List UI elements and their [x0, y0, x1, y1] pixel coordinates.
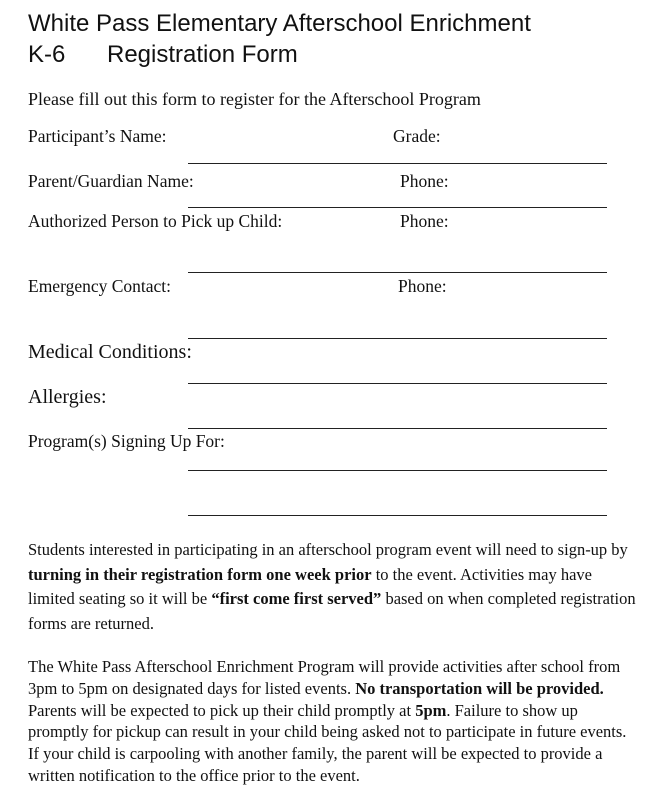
emergency-line[interactable] [188, 338, 607, 339]
bold-text: No transportation will be provided. [355, 678, 604, 698]
bold-text: turning in their registration form one week prior [28, 564, 372, 584]
parent-name-label: Parent/Guardian Name: [28, 171, 194, 191]
authorized-person-label: Authorized Person to Pick up Child: [28, 211, 283, 231]
grade-label: Grade: [393, 126, 441, 146]
programs-line-1[interactable] [188, 470, 607, 471]
medical-line[interactable] [188, 383, 607, 384]
parent-line[interactable] [188, 207, 607, 208]
form-title-line1: White Pass Elementary Afterschool Enrichment [28, 10, 531, 37]
allergies-line[interactable] [188, 428, 607, 429]
text-segment: based on when completed registration forms are returned. [28, 589, 636, 633]
emergency-contact-label: Emergency Contact: [28, 276, 172, 296]
text-segment: Students interested in participating in an afterschool program event will need to sign-up by [28, 540, 628, 559]
emergency-phone-label: Phone: [398, 276, 447, 296]
intro-text: Please fill out this form to register for the Afterschool Program [28, 89, 481, 109]
participant-name-label: Participant’s Name: [28, 126, 167, 146]
form-title-registration: Registration Form [107, 41, 298, 68]
bold-text: 5pm [415, 700, 447, 720]
signup-policy-paragraph [28, 538, 638, 636]
pickup-policy-paragraph [28, 656, 638, 787]
authorized-line[interactable] [188, 272, 607, 273]
form-title-grade: K-6 [28, 41, 66, 68]
allergies-label: Allergies: [28, 386, 107, 408]
text-segment: The White Pass Afterschool Enrichment Program will provide activities after school from 3pm to 5pm on designated days for listed events. [28, 657, 621, 698]
medical-conditions-label: Medical Conditions: [28, 341, 192, 363]
text-segment: Parents will be expected to pick up their child promptly at [28, 700, 416, 720]
bold-text: “first come first served” [211, 589, 382, 608]
programs-line-2[interactable] [188, 515, 607, 516]
participant-line[interactable] [188, 163, 607, 164]
text-segment: to the event. Activities may have limited seating so it will be [28, 564, 592, 608]
parent-phone-label: Phone: [400, 171, 449, 191]
programs-label: Program(s) Signing Up For: [28, 431, 225, 451]
authorized-phone-label: Phone: [400, 211, 449, 231]
text-segment: . Failure to show up promptly for pickup can result in your child being asked not to participate in future events. If your child is carpooling with another family, the parent will be expected to provide a written notification to the office prior to the event. [28, 700, 627, 785]
